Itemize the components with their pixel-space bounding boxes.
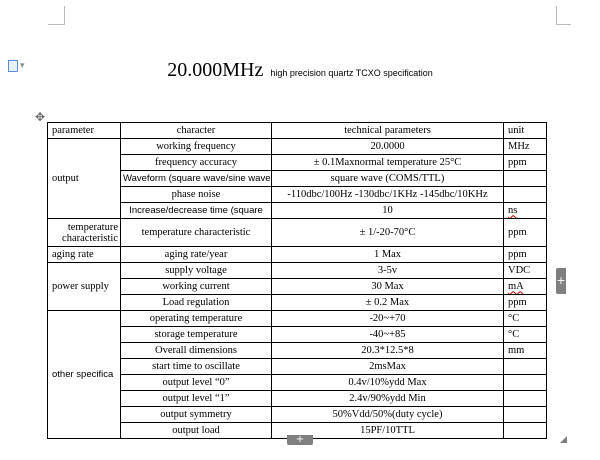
row-character: aging rate/year [121,247,272,263]
table-row [48,295,547,311]
row-value: 3-5v [272,263,504,279]
group-aging: aging rate [48,247,121,263]
header-unit: unit [504,123,547,139]
row-value: 30 Max [272,279,504,295]
row-unit [504,279,547,295]
table-header-row [48,123,547,139]
row-unit-text: mA [508,280,524,292]
table-row [48,279,547,295]
row-value: 20.3*12.5*8 [272,343,504,359]
add-column-plus-icon[interactable]: + [556,268,566,294]
row-character: output level “0” [121,375,272,391]
row-value: -110dbc/100Hz -130dbc/1KHz -145dbc/10KHz [272,187,504,203]
table-row [48,247,547,263]
row-value: ± 0.2 Max [272,295,504,311]
group-temperature: temperature characteristic [48,219,121,247]
dropdown-arrow-icon[interactable]: ▾ [20,61,25,71]
table-row [48,343,547,359]
table-row [48,327,547,343]
row-value: square wave (COMS/TTL) [272,171,504,187]
row-value: -40~+85 [272,327,504,343]
row-unit: VDC [504,263,547,279]
table-row [48,187,547,203]
row-character: Load regulation [121,295,272,311]
row-character: Overall dimensions [121,343,272,359]
header-technical: technical parameters [272,123,504,139]
row-value: 1 Max [272,247,504,263]
table-resize-handle-icon[interactable] [560,436,567,443]
row-unit [504,375,547,391]
table-row [48,375,547,391]
crop-mark-top-left [48,6,65,25]
table-row [48,407,547,423]
row-unit [504,391,547,407]
table-row [48,139,547,155]
row-value: 10 [272,203,504,219]
table-row [48,203,547,219]
table-row [48,219,547,247]
row-character: operating temperature [121,311,272,327]
header-character: character [121,123,272,139]
row-unit [504,423,547,439]
row-character: temperature characteristic [121,219,272,247]
table-row [48,263,547,279]
row-character: working frequency [121,139,272,155]
row-unit: °C [504,311,547,327]
page-title [0,59,600,82]
row-value: 0.4v/10%ydd Max [272,375,504,391]
specification-table [47,122,547,439]
row-character: output level “1” [121,391,272,407]
row-value: 2.4v/90%ydd Min [272,391,504,407]
row-unit: ppm [504,155,547,171]
table-move-handle-icon[interactable]: ✥ [35,110,46,124]
row-unit: ppm [504,247,547,263]
row-value: ± 0.1Maxnormal temperature 25°C [272,155,504,171]
row-value: 2msMax [272,359,504,375]
row-character: supply voltage [121,263,272,279]
table-row [48,311,547,327]
row-unit [504,187,547,203]
table-row [48,171,547,187]
row-character: frequency accuracy [121,155,272,171]
row-character: storage temperature [121,327,272,343]
row-unit [504,171,547,187]
row-value: 20.0000 [272,139,504,155]
row-character: output symmetry [121,407,272,423]
group-output: output [48,139,121,219]
group-power: power supply [48,263,121,311]
row-unit [504,359,547,375]
row-character: working current [121,279,272,295]
table-row [48,391,547,407]
table-row [48,359,547,375]
row-value: -20~+70 [272,311,504,327]
row-unit: ppm [504,295,547,311]
add-row-plus-icon[interactable]: + [287,435,313,445]
row-unit: mm [504,343,547,359]
crop-mark-top-right [556,6,571,25]
row-value: 50%Vdd/50%(duty cycle) [272,407,504,423]
row-character: Waveform (square wave/sine wave [121,171,272,187]
row-unit: ppm [504,219,547,247]
title-main: 20.000MHz [167,59,264,81]
row-character: start time to oscillate [121,359,272,375]
row-unit [504,203,547,219]
row-value: ± 1/-20-70°C [272,219,504,247]
row-character: output load [121,423,272,439]
row-character: Increase/decrease time (square [121,203,272,219]
row-value: 15PF/10TTL [272,423,504,439]
row-unit [504,407,547,423]
row-unit-text: ns [508,204,518,216]
table-row [48,155,547,171]
header-parameter: parameter [48,123,121,139]
title-sub: high precision quartz TCXO specification [270,68,433,78]
row-character: phase noise [121,187,272,203]
group-other: other specifica [48,311,121,439]
row-unit: MHz [504,139,547,155]
row-unit: °C [504,327,547,343]
